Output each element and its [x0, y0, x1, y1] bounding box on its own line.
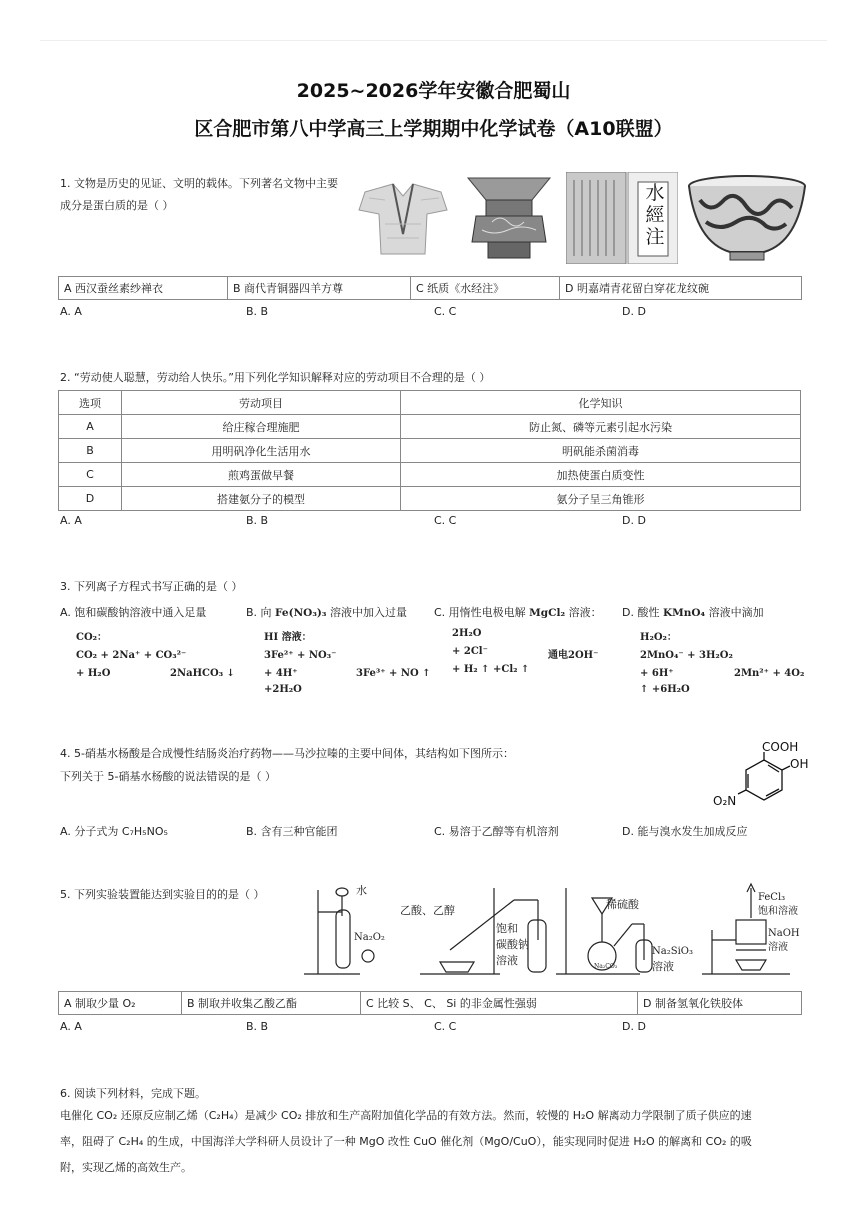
- book-char: 水: [645, 182, 665, 204]
- q3-option-b-head1: B. 向: [246, 606, 276, 619]
- label-na2sio3: Na₂SiO₃: [652, 946, 693, 957]
- table-cell: 搭建氨分子的模型: [122, 487, 401, 511]
- q3-option-a-head[interactable]: A. 饱和碳酸钠溶液中通入足量: [60, 606, 207, 619]
- q3-option-d-head1: D. 酸性: [622, 606, 663, 619]
- table-row: [59, 415, 801, 439]
- no2-label: O₂N: [713, 794, 737, 808]
- q3-option-a-product: 2NaHCO₃ ↓: [170, 668, 235, 679]
- table-cell: B: [59, 439, 122, 463]
- q6-text: 6. 阅读下列材料，完成下题。: [60, 1087, 206, 1100]
- q3-option-b-formula: Fe(NO₃)₃: [275, 607, 327, 619]
- label-na2co3: Na₂CO₃: [594, 963, 618, 970]
- label-naoh-solution: 溶液: [768, 942, 788, 953]
- q6-paragraph-line3: 附，实现乙烯的高效生产。: [60, 1161, 192, 1174]
- q3-option-c-formula: MgCl₂: [529, 607, 566, 619]
- q3-option-d-line3: + 6H⁺: [640, 668, 674, 679]
- porcelain-bowl-image: [686, 172, 808, 264]
- q2-answer-d[interactable]: D. D: [622, 514, 646, 527]
- label-acid-alcohol: 乙酸、乙醇: [400, 904, 455, 917]
- label-dilute-sulfuric: 稀硫酸: [606, 898, 639, 911]
- q3-option-b-line4: +2H₂O: [264, 684, 302, 695]
- q5-answer-b[interactable]: B. B: [246, 1020, 269, 1033]
- q3-option-d-product: 2Mn²⁺ + 4O₂: [734, 668, 805, 679]
- q3-option-b-line3: + 4H⁺: [264, 668, 298, 679]
- table-cell: 明矾能杀菌消毒: [401, 439, 801, 463]
- q5-option-table: [58, 991, 802, 1015]
- q4-text-line2: 下列关于 5-硝基水杨酸的说法错误的是（ ）: [60, 770, 276, 783]
- q6-paragraph-line1: 电催化 CO₂ 还原反应制乙烯（C₂H₄）是减少 CO₂ 排放和生产高附加值化学品的有效方法。然而，较慢的 H₂O 解离动力学限制了质子供应的速: [60, 1109, 752, 1122]
- q3-option-c-line2: + 2Cl⁻: [452, 646, 488, 657]
- book-char: 經: [645, 204, 665, 226]
- q5-option-b: B 制取并收集乙酸乙酯: [182, 992, 361, 1015]
- q1-text-line1: 1. 文物是历史的见证、文明的载体。下列著名文物中主要: [60, 177, 338, 190]
- header-option: 选项: [59, 391, 122, 415]
- table-cell: C: [59, 463, 122, 487]
- q3-option-d-line4: ↑ +6H₂O: [640, 684, 690, 695]
- q1-option-d: D 明嘉靖青花留白穿花龙纹碗: [560, 277, 802, 300]
- q3-option-d-head[interactable]: [622, 604, 764, 620]
- experiment-apparatus-figure: [300, 880, 810, 984]
- q1-answer-d[interactable]: D. D: [622, 305, 646, 318]
- q3-option-a-line2: CO₂ + 2Na⁺ + CO₃²⁻: [76, 650, 187, 661]
- table-cell: 用明矾净化生活用水: [122, 439, 401, 463]
- q1-option-c: C 纸质《水经注》: [411, 277, 560, 300]
- header-labor: 劳动项目: [122, 391, 401, 415]
- q5-text: 5. 下列实验装置能达到实验目的的是（ ）: [60, 888, 265, 901]
- q3-option-d-line1: H₂O₂：: [640, 632, 677, 643]
- q3-text: 3. 下列离子方程式书写正确的是（ ）: [60, 580, 243, 593]
- q1-answer-b[interactable]: B. B: [246, 305, 269, 318]
- q1-answer-a[interactable]: A. A: [60, 305, 82, 318]
- q3-option-b-head2: 溶液中加入过量: [326, 606, 407, 619]
- label-water: 水: [356, 884, 367, 897]
- nitrosalicylic-acid-structure: [708, 738, 812, 810]
- q3-option-d-head2: 溶液中滴加: [705, 606, 764, 619]
- q3-option-d-line2: 2MnO₄⁻ + 3H₂O₂: [640, 650, 733, 661]
- q5-option-c: C 比较 S、 C、 Si 的非金属性强弱: [361, 992, 638, 1015]
- top-rule: [40, 40, 827, 41]
- oh-label: OH: [790, 757, 809, 771]
- silk-robe-image: [355, 174, 450, 260]
- table-cell: D: [59, 487, 122, 511]
- q3-option-c-head1: C. 用惰性电极电解: [434, 606, 530, 619]
- q6-paragraph-line2: 率，阻碍了 C₂H₄ 的生成，中国海洋大学科研人员设计了一种 MgO 改性 CuO 催化剂（MgO/CuO），能实现同时促进 H₂O 的解离和 CO₂ 的吸: [60, 1135, 752, 1148]
- q1-answer-c[interactable]: C. C: [434, 305, 457, 318]
- q4-option-d[interactable]: D. 能与溴水发生加成反应: [622, 825, 748, 838]
- q3-option-c-product: 通电2OH⁻: [548, 650, 599, 661]
- q3-option-c-head2: 溶液：: [565, 606, 602, 619]
- q1-option-a: A 西汉蚕丝素纱禅衣: [59, 277, 228, 300]
- exam-title-line2: 区合肥市第八中学高三上学期期中化学试卷（A10联盟）: [194, 118, 673, 140]
- bronze-vessel-image: [462, 172, 557, 264]
- q2-answer-b[interactable]: B. B: [246, 514, 269, 527]
- label-na2o2: Na₂O₂: [354, 932, 385, 943]
- q3-option-a-line1: CO₂：: [76, 632, 108, 643]
- table-header-row: [59, 391, 801, 415]
- q3-option-c-line3: + H₂ ↑ +Cl₂ ↑: [452, 664, 530, 675]
- table-row: [59, 439, 801, 463]
- table-cell: 煎鸡蛋做早餐: [122, 463, 401, 487]
- q3-option-b-product: 3Fe³⁺ + NO ↑: [356, 668, 431, 679]
- q1-option-b: B 商代青铜器四羊方尊: [228, 277, 411, 300]
- q2-answer-a[interactable]: A. A: [60, 514, 82, 527]
- q5-answer-c[interactable]: C. C: [434, 1020, 457, 1033]
- book-char: 注: [645, 226, 665, 248]
- label-fecl3-saturated: 饱和溶液: [758, 906, 798, 917]
- q3-option-b-head[interactable]: [246, 604, 407, 620]
- q1-text-line2: 成分是蛋白质的是（ ）: [60, 199, 174, 212]
- q5-option-a: A 制取少量 O₂: [59, 992, 182, 1015]
- table-cell: 氨分子呈三角锥形: [401, 487, 801, 511]
- q3-option-d-formula: KMnO₄: [662, 607, 706, 619]
- label-saturated: 饱和: [496, 922, 518, 935]
- table-cell: 防止氮、磷等元素引起水污染: [401, 415, 801, 439]
- book-title-chars: [640, 182, 670, 248]
- table-row: [59, 487, 801, 511]
- header-knowledge: 化学知识: [401, 391, 801, 415]
- q3-option-c-head[interactable]: [434, 604, 602, 620]
- label-solution-c: 溶液: [652, 960, 674, 973]
- q4-option-a[interactable]: A. 分子式为 C₇H₅NO₅: [60, 825, 168, 838]
- label-sodium-carbonate: 碳酸钠: [496, 938, 529, 951]
- q5-answer-d[interactable]: D. D: [622, 1020, 646, 1033]
- cooh-label: COOH: [762, 740, 799, 754]
- q5-answer-a[interactable]: A. A: [60, 1020, 82, 1033]
- table-cell: 加热使蛋白质变性: [401, 463, 801, 487]
- q2-text: 2. “劳动使人聪慧，劳动给人快乐。”用下列化学知识解释对应的劳动项目不合理的是（ ）: [60, 371, 491, 384]
- q2-answer-c[interactable]: C. C: [434, 514, 457, 527]
- q3-option-b-line1: HI 溶液：: [264, 632, 312, 643]
- label-solution-b: 溶液: [496, 954, 518, 967]
- q2-table: [58, 390, 801, 511]
- q3-option-c-line1: 2H₂O: [452, 628, 482, 639]
- q4-text-line1: 4. 5-硝基水杨酸是合成慢性结肠炎治疗药物——马沙拉嗪的主要中间体，其结构如下图所示：: [60, 747, 514, 760]
- table-cell: 给庄稼合理施肥: [122, 415, 401, 439]
- exam-title-line1: 2025~2026学年安徽合肥蜀山: [296, 80, 571, 102]
- table-row: [59, 463, 801, 487]
- label-fecl3: FeCl₃: [758, 892, 786, 903]
- q3-option-a-line3: + H₂O: [76, 668, 111, 679]
- q4-option-c[interactable]: C. 易溶于乙醇等有机溶剂: [434, 825, 559, 838]
- q1-option-table: [58, 276, 802, 300]
- table-cell: A: [59, 415, 122, 439]
- label-naoh: NaOH: [768, 928, 800, 939]
- q4-option-b[interactable]: B. 含有三种官能团: [246, 825, 338, 838]
- q3-option-b-line2: 3Fe²⁺ + NO₃⁻: [264, 650, 337, 661]
- q5-option-d: D 制备氢氧化铁胶体: [638, 992, 802, 1015]
